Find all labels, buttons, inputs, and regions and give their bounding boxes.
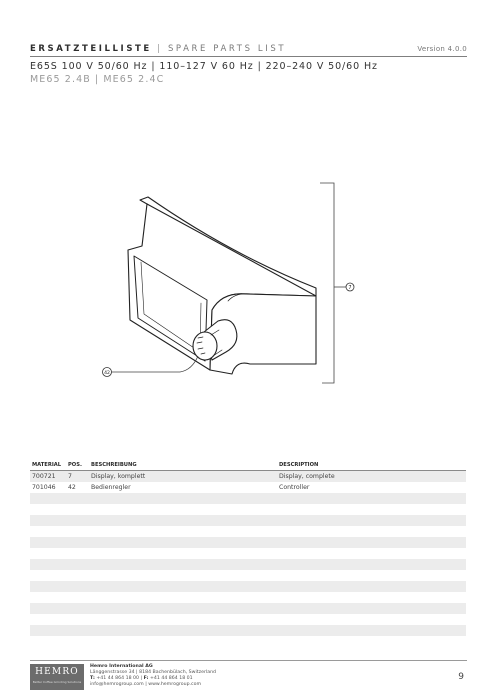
header-rule (30, 56, 467, 57)
cell-pos: 42 (68, 484, 76, 491)
table-row (30, 482, 466, 493)
title-separator: | (157, 44, 163, 54)
exploded-drawing (0, 170, 495, 400)
hemro-logo (30, 664, 84, 690)
parts-table-header (30, 459, 466, 471)
page-title (30, 44, 286, 54)
empty-row (30, 548, 466, 559)
cell-description: Controller (279, 484, 310, 491)
col-beschreibung: BESCHREIBUNG (91, 461, 137, 468)
empty-row (30, 504, 466, 515)
title-english: SPARE PARTS LIST (167, 44, 287, 54)
callout-number-42: 42 (104, 371, 110, 376)
col-pos: POS. (68, 461, 82, 468)
phone-number: +41 44 864 18 00 (96, 676, 140, 681)
empty-row (30, 559, 466, 570)
fax-label: F: (143, 676, 149, 681)
logo-tagline: Better Coffee Grinding Solutions (32, 680, 82, 684)
version-label: Version 4.0.0 (417, 45, 467, 53)
empty-row (30, 614, 466, 625)
empty-row (30, 493, 466, 504)
company-info (90, 664, 216, 688)
callout-bracket-7 (320, 183, 334, 383)
cell-beschreibung: Display, komplett (91, 473, 146, 480)
empty-row (30, 581, 466, 592)
company-contact: info@hemrogroup.com | www.hemrogroup.com (90, 682, 202, 687)
cell-description: Display, complete (279, 473, 335, 480)
cell-material: 701046 (32, 484, 56, 491)
col-description: DESCRIPTION (279, 461, 319, 468)
empty-row (30, 636, 466, 647)
cell-beschreibung: Bedienregler (91, 484, 131, 491)
cell-pos: 7 (68, 473, 72, 480)
empty-row (30, 537, 466, 548)
empty-row (30, 515, 466, 526)
footer-rule (30, 660, 467, 661)
company-phone-fax: T: +41 44 864 18 00 | F: +41 44 864 18 01 (90, 676, 193, 681)
company-address: Länggenstrasse 34 | 8184 Bachenbülach, Switzerland (90, 670, 217, 675)
page-number: 9 (458, 672, 464, 682)
empty-row (30, 570, 466, 581)
callout-leader-42 (111, 356, 198, 372)
callout-number-7: 7 (348, 285, 352, 292)
table-row (30, 471, 466, 482)
model-line: ME65 2.4B | ME65 2.4C (30, 74, 165, 85)
company-name: Hemro International AG (90, 664, 153, 669)
parts-table (30, 459, 466, 647)
phone-label: T: (90, 676, 95, 681)
logo-name: HEMRO (35, 667, 79, 677)
page-header (30, 44, 467, 85)
empty-row (30, 592, 466, 603)
voltage-line: E65S 100 V 50/60 Hz | 110–127 V 60 Hz | 220–240 V 50/60 Hz (30, 61, 378, 72)
page-footer (30, 660, 467, 690)
title-german: ERSATZTEILLISTE (30, 44, 152, 54)
title-row (30, 44, 467, 54)
fax-number: +41 44 864 18 01 (149, 676, 193, 681)
cell-material: 700721 (32, 473, 56, 480)
empty-row (30, 526, 466, 537)
empty-row (30, 625, 466, 636)
col-material: MATERIAL (32, 461, 62, 468)
empty-row (30, 603, 466, 614)
